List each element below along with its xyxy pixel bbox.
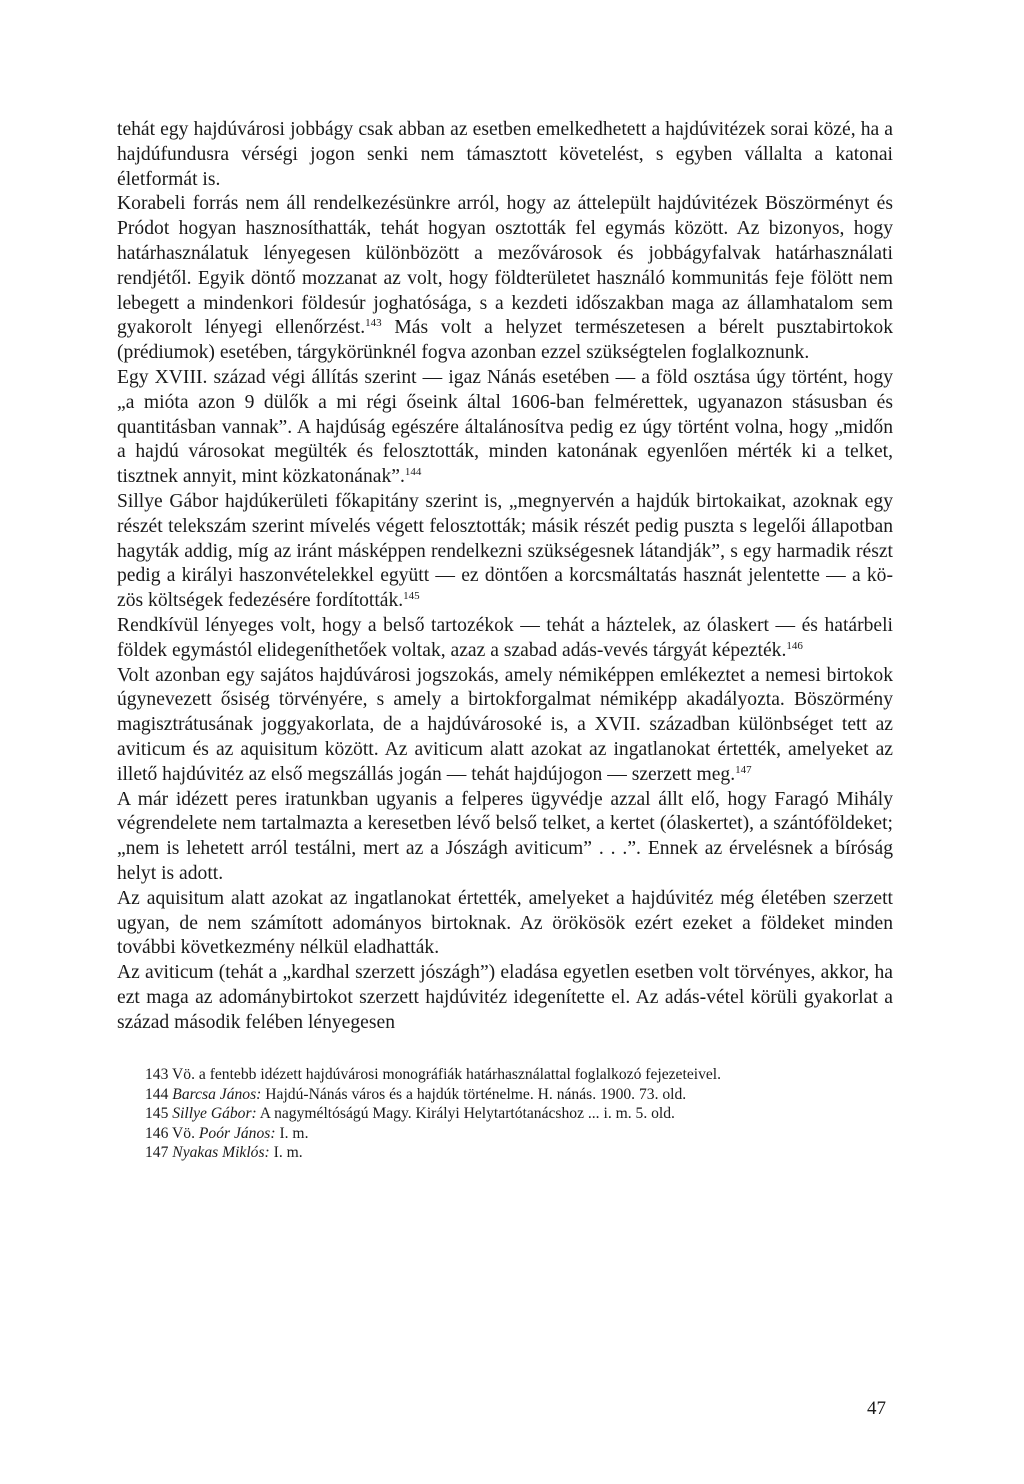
footnote-text: Hajdú-Nánás város és a hajdúk történelme. H. nánás. 1900. 73. old. — [261, 1085, 687, 1103]
footnote-147 — [145, 1143, 893, 1162]
footnote-143 — [145, 1065, 893, 1084]
footnote-text: A nagyméltóságú Magy. Királyi Helytartótanácshoz ... i. m. 5. old. — [256, 1105, 675, 1123]
paragraph — [117, 192, 893, 366]
footnote-146 — [145, 1124, 893, 1143]
paragraph-text: Az aquisitum alatt azokat az ingatlanokat értették, amelyeket a hajdúvitéz még életében szerzett ugyan, de nem számított adományos birtoknak. Az örökösök ezért ezeket a földeket minden további következmény nélkül eladhatták. — [117, 887, 893, 959]
footnote-number: 146 — [145, 1124, 169, 1142]
footnotes — [117, 1065, 893, 1162]
paragraph-text: Egy XVIII. század végi állítás szerint — igaz Nánás esetében — a föld osztása úgy történt, hogy „a mióta azon 9 dülők a mi régi őseink által 1606-ban felmérettek, ugyanazon stásusban és quantitásban vannak”. A hajdúság egészére általánosítva pedig ez úgy történt volna, hogy „midőn a hajdú városokat megülték és felosztották, minden katonának egyenlően mérték ki a telket, tisztnek annyit, mint közkatonának”. — [117, 366, 893, 488]
footnote-ref[interactable]: 144 — [404, 466, 422, 479]
body-text — [117, 118, 893, 1035]
footnote-number: 144 — [145, 1085, 169, 1103]
footnote-prefix: Vö. — [172, 1124, 199, 1142]
paragraph-text: Volt azonban egy sajátos hajdúvárosi jogszokás, amely némiképpen emlékeztet a nemesi birtokok úgynevezett ősiség törvényére, s amely a birtokforgalmat némiképp akadályozta. Böszörmény magisztrátusának joggyakorlata, de a hajdúvárosoké is, a XVII. században különbséget tett az aviticum és az aquisitum között. Az aviticum alatt azokat az ingatlanokat értették, amelyeket az illető hajdúvitéz az első megszállás jogán — tehát hajdújogon — szerzett meg. — [117, 664, 893, 785]
footnote-text: I. m. — [275, 1124, 309, 1142]
paragraph-text: Sillye Gábor hajdúkerületi főkapitány szerint is, „megnyervén a hajdúk birtokaikat, azoknak egy részét telekszám szerint mívelés végett felosztották; másik részét pedig puszta s legelői állapotban hagyták addig, míg az iránt másképpen rendelkezni szükségesnek látandják”, s egy harmadik részt pedig a királyi haszonvételekkel együtt — ez döntően a korcsmáltatás hasznát jelentette — a közös költségek fedezésére fordították. — [117, 490, 893, 612]
paragraph-text: Rendkívül lényeges volt, hogy a belső tartozékok — tehát a háztelek, az ólaskert — és határbeli földek egymástól elidegeníthetőek voltak, azaz a szabad adás-vevés tárgyát képezték. — [117, 614, 893, 661]
paragraph-text: Korabeli forrás nem áll rendelkezésünkre arról, hogy az áttelepült hajdúvitézek Böszörményt és Pródot hogyan hasznosíthatták, tehát hogyan osztották fel egymás között. Az bizonyos, hogy határhasználatuk lényegesen különbözött a mezővárosok és jobbágyfalvak határhasználati rendjétől. Egyik döntő mozzanat az volt, hogy földterületet használó kommunitás feje fölött nem lebegett a mindenkori földesúr joghatósága, s a kezdeti időszakban maga az államhatalom sem gyakorolt lényegi ellenőrzést. — [117, 193, 893, 339]
paragraph-text: tehát egy hajdúvárosi jobbágy csak abban az esetben emelkedhetett a hajdúvitézek sorai közé, ha a hajdúfundusra vérségi jogon senki nem támasztott követelést, s egyben vállalta a katonai életformát is. — [117, 119, 893, 190]
footnote-author: Poór János: — [198, 1124, 276, 1142]
page-content — [117, 118, 893, 1163]
paragraph-text: Más volt a helyzet természetesen a bérelt pusztabirtokok (prédiumok) esetében, tárgykörünknél fogva azonban ezzel szükségtelen foglalkoznunk. — [117, 317, 893, 364]
footnote-author: Sillye Gábor: — [172, 1105, 257, 1123]
paragraph — [117, 614, 893, 664]
paragraph — [117, 366, 893, 490]
page-number: 47 — [867, 1398, 886, 1419]
footnote-text: I. m. — [269, 1144, 303, 1162]
footnote-author: Barcsa János: — [172, 1085, 262, 1103]
footnote-author: Nyakas Miklós: — [172, 1144, 270, 1162]
footnote-ref[interactable]: 147 — [735, 763, 752, 776]
footnote-number: 145 — [145, 1105, 169, 1123]
footnote-number: 143 — [145, 1066, 169, 1084]
footnote-ref[interactable]: 143 — [365, 317, 382, 330]
footnote-text: Vö. a fentebb idézett hajdúvárosi monográfiák határhasználattal foglalkozó fejezeteivel. — [172, 1066, 722, 1084]
footnote-ref[interactable]: 145 — [403, 590, 420, 603]
footnote-145 — [145, 1104, 893, 1123]
paragraph — [117, 788, 893, 887]
paragraph-text: A már idézett peres iratunkban ugyanis a felperes ügyvédje azzal állt elő, hogy Faragó Mihály végrendelete nem tartalmazta a keresetben lévő belső telket, a kertet (ólaskertet), a szántóföldeket; „nem is lehetett arról testálni, mert az a Jószágh aviticum” . . .”. Ennek az érvelésnek a bíróság helyt is adott. — [117, 788, 893, 884]
paragraph — [117, 961, 893, 1035]
footnote-144 — [145, 1085, 893, 1104]
paragraph — [117, 664, 893, 788]
paragraph — [117, 887, 893, 961]
footnote-number: 147 — [145, 1144, 169, 1162]
paragraph — [117, 118, 893, 192]
footnote-ref[interactable]: 146 — [786, 639, 803, 652]
paragraph-text: Az aviticum (tehát a „kardhal szerzett jószágh”) eladása egyetlen esetben volt törvényes, akkor, ha ezt maga az adománybirtokot szerzett hajdúvitéz idegenítette el. Az adás-vétel körüli gyakorlat a század második felében lényegesen — [117, 962, 893, 1033]
paragraph — [117, 490, 893, 614]
